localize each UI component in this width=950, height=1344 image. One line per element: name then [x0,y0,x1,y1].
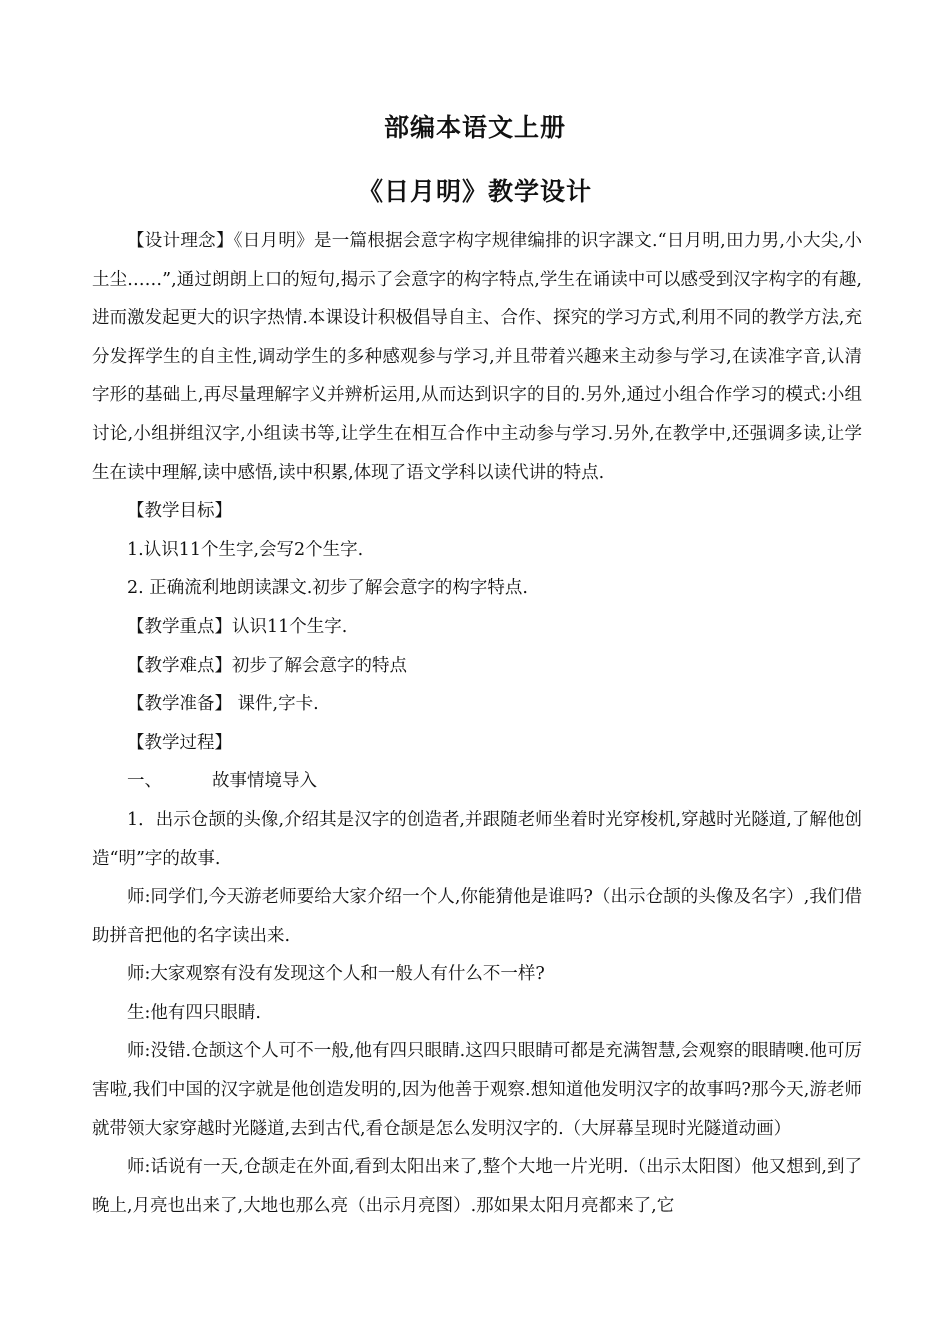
document-title-line1: 部编本语文上册 [383,113,566,142]
document-body [92,222,862,1225]
teaching-preparation: 【教学准备】 课件,字卡. [127,694,319,715]
goal-item-2: 2. 正确流利地朗读課文.初步了解会意字的构字特点. [127,578,528,599]
teaching-difficulty: 【教学难点】初步了解会意字的特点 [127,655,407,676]
teaching-focus: 【教学重点】认识11个生字. [127,616,348,637]
document-title-line2: 《日月明》教学设计 [357,177,592,206]
teaching-process-heading: 【教学过程】 [127,732,232,753]
teacher-line-4: 师:话说有一天,仓颉走在外面,看到太阳出来了,整个大地一片光明.（出示太阳图）他又想到,到了晚上,月亮也出来了,大地也那么亮（出示月亮图）.那如果太阳月亮都来了,它 [92,1157,862,1216]
goal-item-1: 1.认识11个生字,会写2个生字. [127,539,364,560]
teacher-line-3: 师:没错.仓颉这个人可不一般,他有四只眼睛.这四只眼睛可都是充满智慧,会观察的眼睛噢.他可厉害啦,我们中国的汉字就是他创造发明的,因为他善于观察.想知道他发明汉字的故事吗?那今天,游老师就带领大家穿越时光隧道,去到古代,看仓颉是怎么发明汉字的.（大屏幕呈现时光隧道动画） [92,1041,862,1139]
step-1-paragraph: 1．出示仓颉的头像,介绍其是汉字的创造者,并跟随老师坐着时光穿梭机,穿越时光隧道,了解他创造“明”字的故事. [92,809,862,869]
design-concept-paragraph: 【设计理念】《日月明》是一篇根据会意字构字规律编排的识字課文.“日月明,田力男,小大尖,小土尘……”,通过朗朗上口的短句,揭示了会意字的构字特点,学生在诵读中可以感受到汉字构字的有趣,进而激发起更大的识字热情.本课设计积极倡导自主、合作、探究的学习方式,利用不同的教学方法,充分发挥学生的自主性,调动学生的多种感观参与学习,并且带着兴趣来主动参与学习,在读准字音,认清字形的基础上,再尽量理解字义并辨析运用,从而达到识字的目的.另外,通过小组合作学习的模式:小组讨论,小组拼组汉字,小组读书等,让学生在相互合作中主动参与学习.另外,在教学中,还强调多读,让学生在读中理解,读中感悟,读中积累,体现了语文学科以读代讲的特点. [92,231,862,483]
student-line-1: 生:他有四只眼睛. [127,1002,261,1023]
section-one-heading [92,762,862,801]
teacher-line-2: 师:大家观察有没有发现这个人和一般人有什么不一样? [127,964,545,985]
section-one-title: 故事情境导入 [212,771,317,792]
section-one-number: 一、 [127,771,162,792]
teacher-line-1: 师:同学们,今天游老师要给大家介绍一个人,你能猜他是谁吗?（出示仓颉的头像及名字）,我们借助拼音把他的名字读出来. [92,887,862,946]
teaching-goals-heading: 【教学目标】 [127,501,232,522]
